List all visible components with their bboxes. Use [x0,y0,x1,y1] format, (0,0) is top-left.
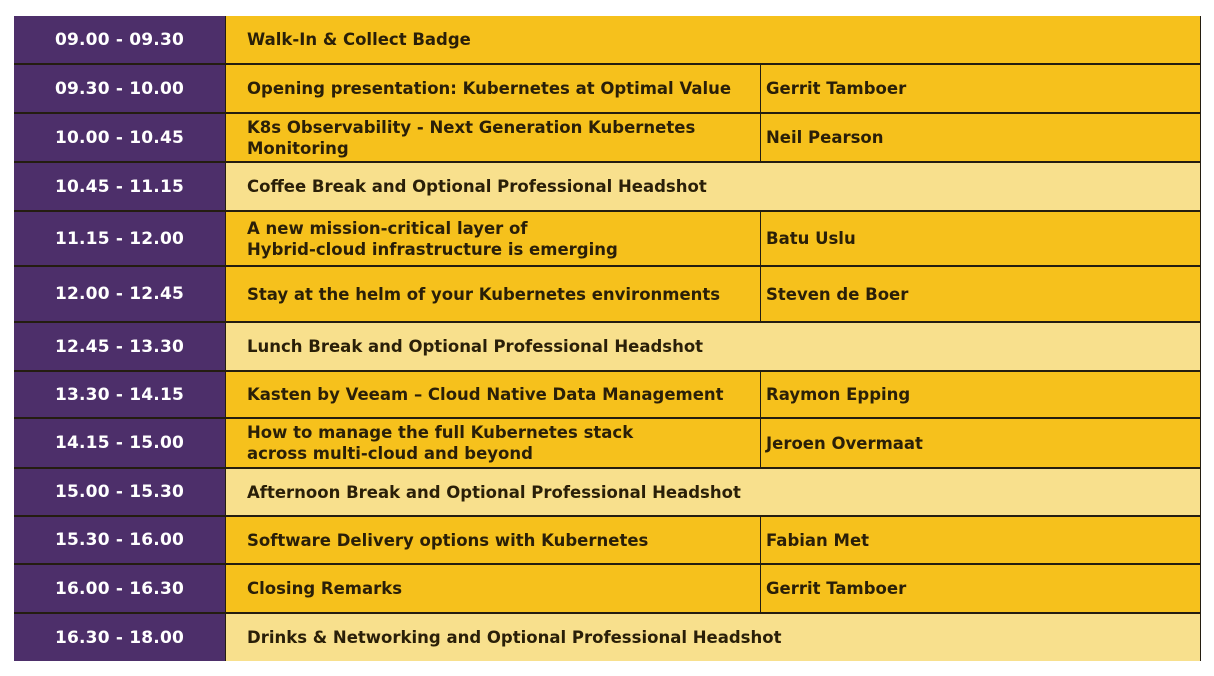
speaker-name: Steven de Boer [761,267,1200,321]
session-title: Closing Remarks [247,579,403,598]
session-cell [226,65,1200,112]
time-slot: 09.00 - 09.30 [14,16,225,63]
schedule-row [14,114,1201,161]
schedule-row [14,267,1201,321]
session-title: Kasten by Veeam – Cloud Native Data Management [247,385,724,404]
session-cell [226,114,1200,161]
speaker-name: Raymon Epping [761,372,1200,417]
session-cell [226,565,1200,612]
schedule-row [14,372,1201,417]
schedule-row [14,323,1201,370]
session-title-cell [226,65,760,112]
time-slot: 12.45 - 13.30 [14,323,225,370]
session-cell [226,163,1200,210]
session-title: How to manage the full Kubernetes stack across multi-cloud and beyond [247,423,634,463]
speaker-name: Batu Uslu [761,212,1200,265]
session-title: Software Delivery options with Kubernetes [247,530,649,550]
session-cell [226,267,1200,321]
schedule-row [14,16,1201,63]
session-title-cell [226,323,1200,370]
session-cell [226,212,1200,265]
schedule-row [14,614,1201,661]
session-cell [226,419,1200,467]
schedule-row [14,419,1201,467]
session-title-cell [226,517,760,563]
time-slot: 15.30 - 16.00 [14,517,225,563]
session-title-cell [226,163,1200,210]
session-title: Stay at the helm of your Kubernetes environments [247,284,721,304]
schedule-row [14,65,1201,112]
time-slot: 16.00 - 16.30 [14,565,225,612]
session-title: Coffee Break and Optional Professional Headshot [247,177,707,196]
session-title: K8s Observability - Next Generation Kubernetes Monitoring [247,117,696,158]
session-cell [226,517,1200,563]
speaker-name: Gerrit Tamboer [761,65,1200,112]
session-title-cell [226,267,760,321]
session-title: Walk-In & Collect Badge [247,30,471,49]
session-title-cell [226,16,1200,63]
time-slot: 16.30 - 18.00 [14,614,225,661]
session-title-cell [226,212,760,265]
session-title: Drinks & Networking and Optional Professional Headshot [247,628,782,647]
speaker-name: Jeroen Overmaat [761,419,1200,467]
schedule-row [14,469,1201,515]
time-slot: 12.00 - 12.45 [14,267,225,321]
speaker-name: Neil Pearson [761,114,1200,161]
session-title-cell [226,419,760,467]
schedule-row [14,565,1201,612]
session-title-cell [226,372,760,417]
session-title-cell [226,114,760,161]
session-title-cell [226,565,760,612]
time-slot: 10.45 - 11.15 [14,163,225,210]
session-cell [226,16,1200,63]
session-title-cell [226,469,1200,515]
time-slot: 10.00 - 10.45 [14,114,225,161]
schedule-row [14,517,1201,563]
session-title: Lunch Break and Optional Professional Headshot [247,337,704,356]
schedule-row [14,163,1201,210]
session-title: Afternoon Break and Optional Professional Headshot [247,482,741,502]
session-title-cell [226,614,1200,661]
speaker-name: Fabian Met [761,517,1200,563]
time-slot: 11.15 - 12.00 [14,212,225,265]
time-slot: 15.00 - 15.30 [14,469,225,515]
session-title: Opening presentation: Kubernetes at Optimal Value [247,79,732,98]
session-title: A new mission-critical layer of Hybrid-cloud infrastructure is emerging [247,218,618,259]
session-cell [226,323,1200,370]
speaker-name: Gerrit Tamboer [761,565,1200,612]
schedule-table [14,16,1201,661]
session-cell [226,469,1200,515]
time-slot: 09.30 - 10.00 [14,65,225,112]
time-slot: 14.15 - 15.00 [14,419,225,467]
time-slot: 13.30 - 14.15 [14,372,225,417]
session-cell [226,372,1200,417]
session-cell [226,614,1200,661]
schedule-row [14,212,1201,265]
